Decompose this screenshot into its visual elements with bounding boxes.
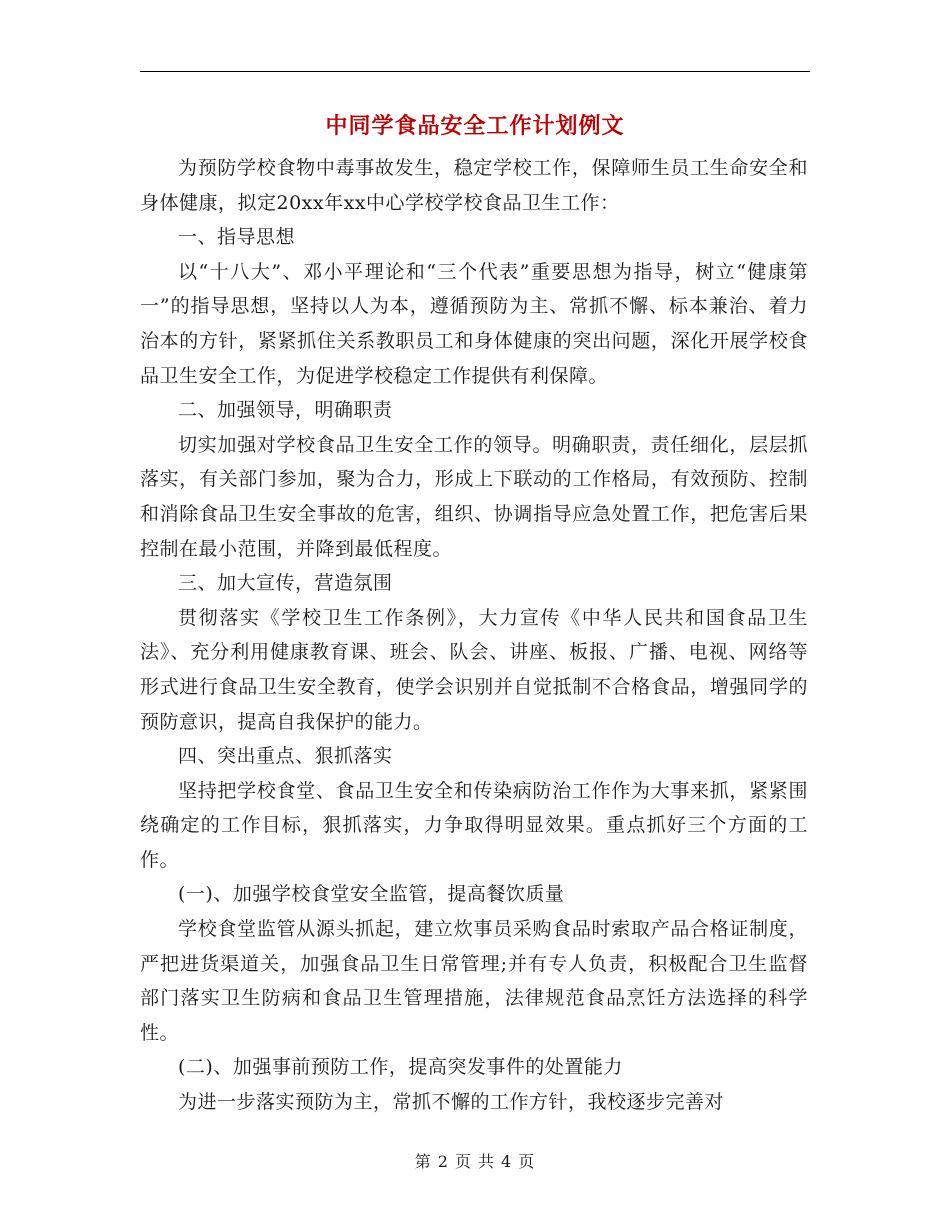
section-heading: 四、突出重点、狠抓落实: [178, 745, 393, 768]
section-heading: 三、加大宣传，营造氛围: [178, 572, 393, 595]
body-paragraph: 坚持把学校食堂、食品卫生安全和传染病防治工作作为大事来抓，紧紧围绕确定的工作目标，狠抓落实，力争取得明显效果。重点抓好三个方面的工作。: [140, 779, 808, 871]
section-heading: 一、指导思想: [178, 226, 296, 249]
body-paragraph: 学校食堂监管从源头抓起，建立炊事员采购食品时索取产品合格证制度，严把进货渠道关，加强食品卫生日常管理;并有专人负责，积极配合卫生监督部门落实卫生防病和食品卫生管理措施，法律规范食品烹饪方法选择的科学性。: [140, 918, 808, 1044]
body-paragraph: 贯彻落实《学校卫生工作条例》，大力宣传《中华人民共和国食品卫生法》、充分利用健康教育课、班会、队会、讲座、板报、广播、电视、网络等形式进行食品卫生安全教育，使学会识别并自觉抵制不合格食品，增强同学的预防意识，提高自我保护的能力。: [140, 606, 808, 733]
header-rule: [140, 71, 810, 72]
subsection-heading: (一)、加强学校食堂安全监管，提高餐饮质量: [178, 883, 565, 906]
section-heading: 二、加强领导，明确职责: [178, 399, 393, 422]
document-body: [140, 151, 808, 1120]
footer-page-label: 第: [414, 1152, 432, 1171]
footer-current-page: 2: [437, 1152, 449, 1171]
footer-page-unit: 页: [454, 1152, 472, 1171]
footer-page-unit-end: 页: [518, 1152, 536, 1171]
body-paragraph: 为进一步落实预防为主，常抓不懈的工作方针，我校逐步完善对: [178, 1091, 725, 1114]
intro-paragraph: 为预防学校食物中毒事故发生，稳定学校工作，保障师生员工生命安全和身体健康，拟定20xx年xx中心学校学校食品卫生工作：: [140, 157, 808, 214]
footer-total-pages: 4: [501, 1152, 513, 1171]
page-title: 中同学食品安全工作计划例文: [325, 113, 625, 139]
footer-total-label: 共: [478, 1152, 496, 1171]
body-paragraph: 以“十八大”、邓小平理论和“三个代表”重要思想为指导，树立“健康第一”的指导思想，坚持以人为本，遵循预防为主、常抓不懈、标本兼治、着力治本的方针，紧紧抓住关系教职员工和身体健康的突出问题，深化开展学校食品卫生安全工作，为促进学校稳定工作提供有利保障。: [140, 260, 808, 387]
page-footer: [0, 1150, 950, 1174]
body-paragraph: 切实加强对学校食品卫生安全工作的领导。明确职责，责任细化，层层抓落实，有关部门参加，聚为合力，形成上下联动的工作格局，有效预防、控制和消除食品卫生安全事故的危害，组织、协调指导应急处置工作，把危害后果控制在最小范围，并降到最低程度。: [140, 433, 808, 560]
subsection-heading: (二)、加强事前预防工作，提高突发事件的处置能力: [178, 1056, 623, 1079]
